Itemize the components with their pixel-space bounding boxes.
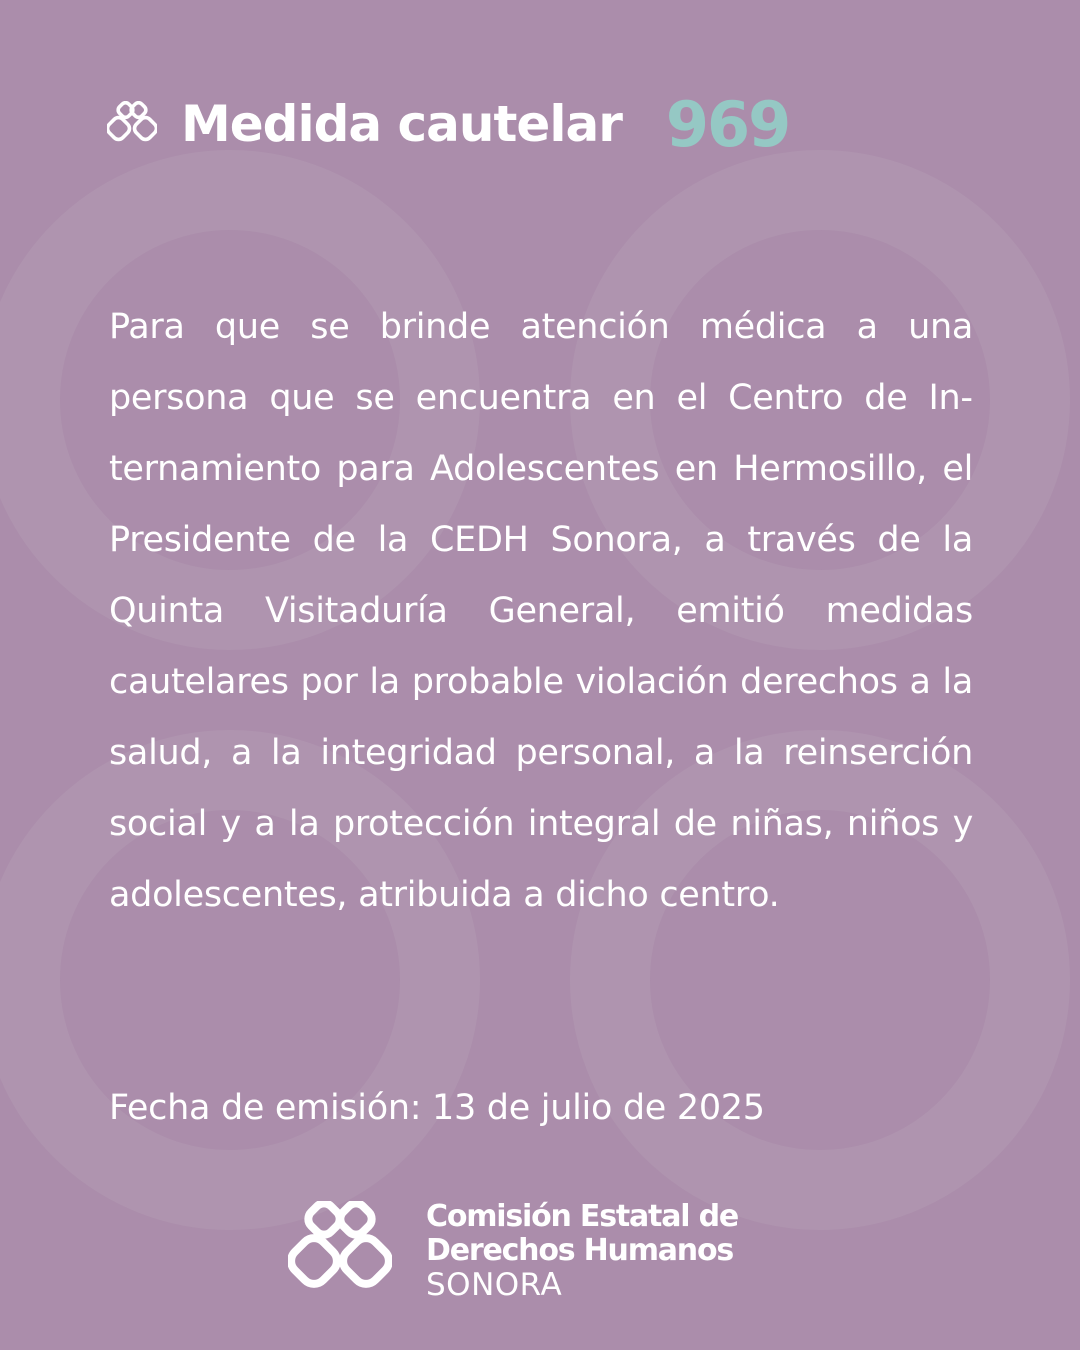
org-state: SONORA [426, 1267, 563, 1303]
org-name-line-1: Comisión Estatal de [426, 1199, 738, 1234]
measure-number: 969 [665, 87, 790, 161]
body-paragraph: Para que se brinde atención médica a una persona que se encuentra en el Centro de Internamiento para Adolescentes en Hermosillo, el Presidente de la CEDH Sonora, a través de la Quinta Visitaduría General, emitió medidas cautelares por la probable violación derechos a la salud, a la integridad personal, a la reinserción social y a la protección integral de niñas, niños y adolescentes, atribuida a dicho centro. [109, 307, 973, 915]
footer [288, 1200, 738, 1302]
org-name-line-2: Derechos Humanos [426, 1233, 734, 1268]
page-title: Medida cautelar [181, 95, 622, 153]
cedh-knot-icon [107, 101, 157, 147]
header [107, 88, 789, 160]
cedh-knot-icon [288, 1201, 392, 1301]
issue-date: Fecha de emisión: 13 de julio de 2025 [109, 1088, 765, 1128]
organization-name [426, 1200, 738, 1302]
